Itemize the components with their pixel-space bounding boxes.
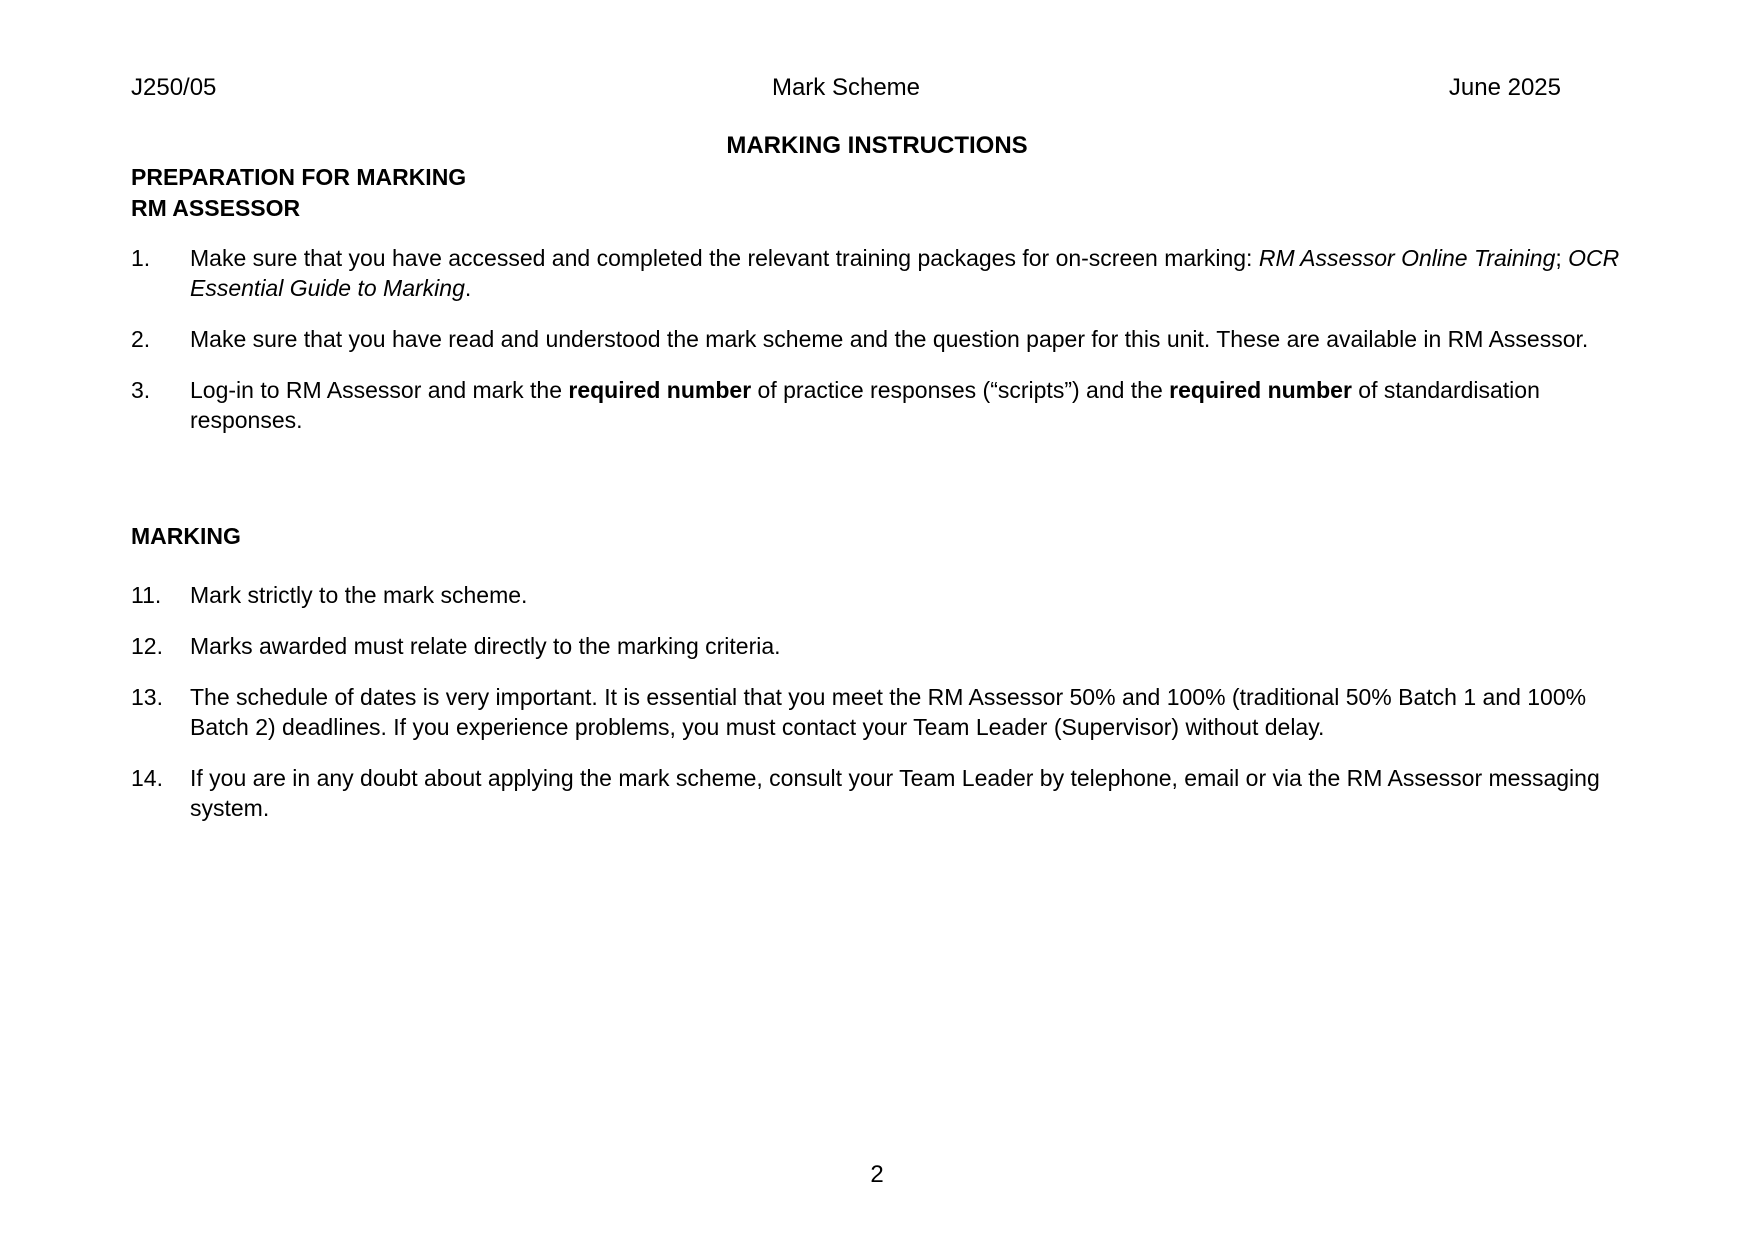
header-date: June 2025 (1448, 74, 1561, 101)
paper-code: J250/05 (131, 74, 217, 101)
item-text: Log-in to RM Assessor and mark the required number of practice responses (“scripts”) and the required number of standardisation responses. (190, 377, 1540, 433)
preparation-list (131, 243, 1641, 456)
list-item (131, 580, 1641, 610)
main-title: MARKING INSTRUCTIONS (726, 132, 1028, 159)
page-number: 2 (870, 1161, 884, 1188)
item-number: 3. (131, 377, 151, 403)
item-text: If you are in any doubt about applying the mark scheme, consult your Team Leader by telephone, email or via the RM Assessor messaging system. (190, 765, 1600, 821)
marking-list (131, 580, 1641, 844)
header-title: Mark Scheme (771, 74, 921, 101)
list-item (131, 243, 1641, 303)
preparation-heading: PREPARATION FOR MARKING (131, 164, 467, 190)
list-item (131, 631, 1641, 661)
item-text: Marks awarded must relate directly to the marking criteria. (190, 633, 781, 659)
list-item (131, 682, 1641, 742)
rm-assessor-heading: RM ASSESSOR (131, 195, 301, 221)
item-number: 2. (131, 326, 151, 352)
marking-heading: MARKING (131, 523, 241, 549)
list-item (131, 763, 1641, 823)
item-number: 1. (131, 245, 151, 271)
item-number: 14. (131, 765, 163, 791)
item-text: The schedule of dates is very important. It is essential that you meet the RM Assessor 50% and 100% (traditional 50% Batch 1 and 100% Batch 2) deadlines. If you experience problems, you must contact your Team Leader (Supervisor) without delay. (190, 684, 1587, 740)
item-number: 13. (131, 684, 163, 710)
item-text: Make sure that you have accessed and completed the relevant training packages for on-screen marking: RM Assessor Online Training; OCR Essential Guide to Marking. (190, 245, 1620, 301)
list-item (131, 324, 1641, 354)
page-header (131, 71, 1561, 105)
list-item (131, 375, 1641, 435)
item-number: 11. (131, 582, 162, 608)
item-text: Mark strictly to the mark scheme. (190, 582, 528, 608)
item-number: 12. (131, 633, 163, 659)
item-text: Make sure that you have read and understood the mark scheme and the question paper for this unit. These are available in RM Assessor. (190, 326, 1589, 352)
